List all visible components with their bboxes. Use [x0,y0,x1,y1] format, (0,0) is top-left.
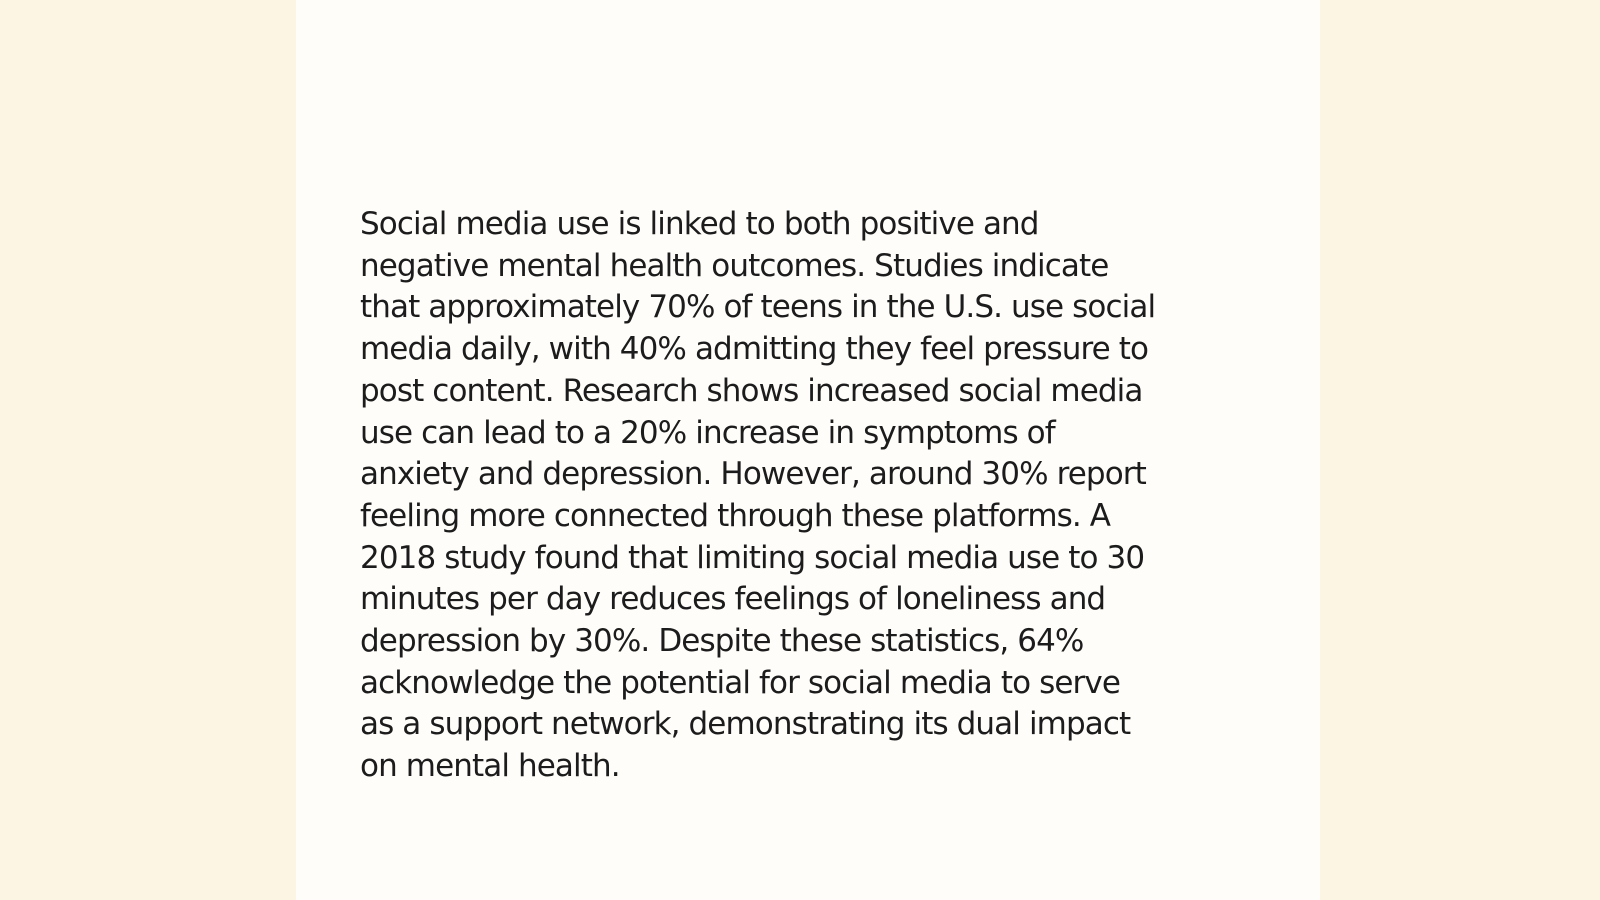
paragraph-line: Social media use is linked to both positive and [360,206,1039,242]
paragraph-line: depression by 30%. Despite these statistics, 64% [360,623,1084,660]
paragraph-line: feeling more connected through these platforms. A [360,497,1111,534]
body-paragraph [360,204,1240,788]
paragraph-line: negative mental health outcomes. Studies indicate [360,247,1109,284]
paragraph-line: post content. Research shows increased social media [360,372,1143,409]
paragraph-line: on mental health. [360,748,620,785]
paragraph-line: media daily, with 40% admitting they feel pressure to [360,331,1149,368]
paragraph-line: 2018 study found that limiting social media use to 30 [360,539,1145,576]
paragraph-line: anxiety and depression. However, around 30% report [360,456,1146,493]
paragraph-line: acknowledge the potential for social media to serve [360,664,1120,701]
paragraph-line: minutes per day reduces feelings of loneliness and [360,581,1106,618]
paragraph-line: use can lead to a 20% increase in symptoms of [360,414,1055,451]
document-page [296,0,1320,900]
paragraph-line: that approximately 70% of teens in the U.S. use social [360,289,1156,326]
paragraph-line: as a support network, demonstrating its dual impact [360,706,1131,743]
